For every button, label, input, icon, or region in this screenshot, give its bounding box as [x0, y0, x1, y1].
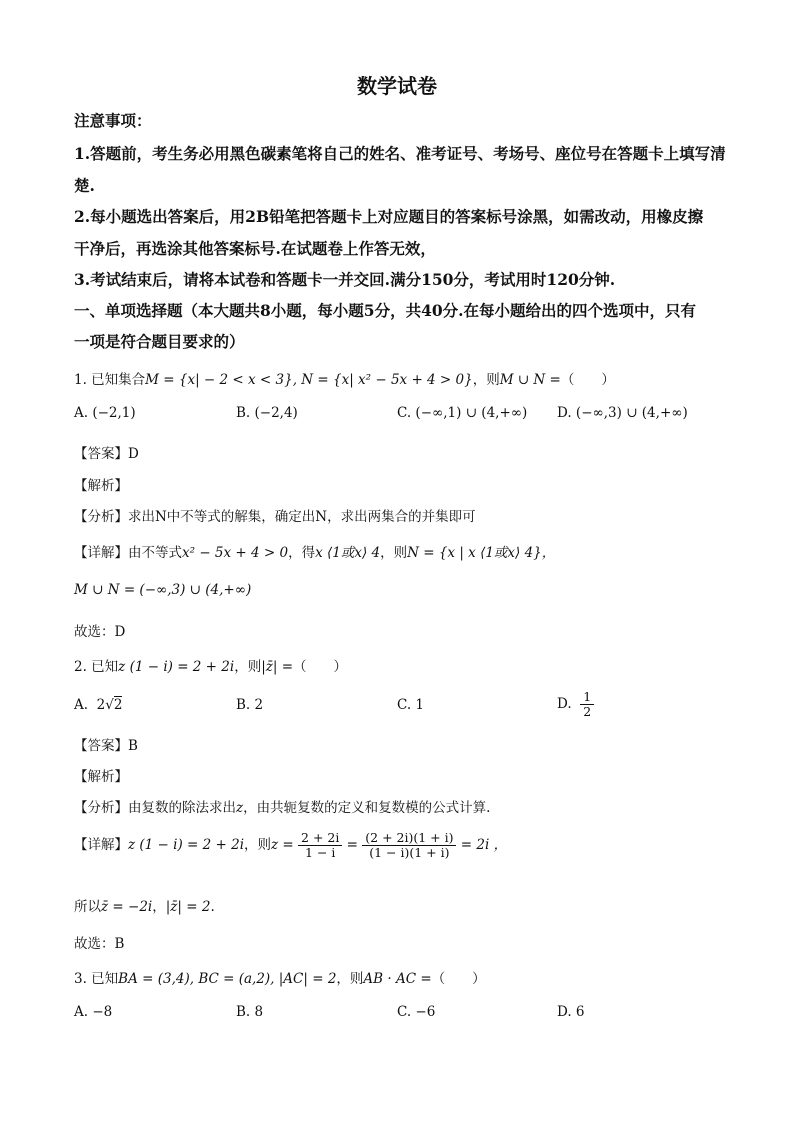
page-title: 数学试卷	[357, 74, 437, 98]
option-b: B. 8	[236, 1004, 264, 1020]
option-a: A. −8	[74, 1004, 113, 1020]
option-b: B. (−2,4)	[236, 405, 298, 421]
fraction: $\frac{(2 + 2i)(1 + i)}{(1 - i)(1 + i)}$	[362, 831, 456, 860]
analysis-tag: 【解析】	[74, 478, 128, 494]
xiangjie-line: 【详解】由不等式x² − 5x + 4 > 0，得x ⟨1或x⟩ 4，则N = {x | x ⟨1或x⟩ 4}，	[74, 545, 556, 561]
answer-line: 【答案】B	[74, 738, 138, 754]
xiangjie-line: 【详解】z (1 − i) = 2 + 2i，则z = $\frac{2 + 2i}{1 - i}$ = $\frac{(2 + 2i)(1 + i)}{(1 - i)(1 + i)}$ = 2i ，	[74, 830, 508, 860]
analysis-tag: 【解析】	[74, 769, 128, 785]
notice-item: 楚.	[74, 176, 95, 195]
union-result: M ∪ N = (−∞,3) ∪ (4,+∞)	[74, 582, 252, 598]
question-2-stem: 2. 已知z (1 − i) = 2 + 2i，则|z̄| =（ ）	[74, 659, 348, 675]
notice-item: 1.答题前，考生务必用黑色碳素笔将自己的姓名、准考证号、考场号、座位号在答题卡上填写清	[74, 144, 726, 163]
option-a: A. (−2,1)	[74, 405, 136, 421]
option-d: D. (−∞,3) ∪ (4,+∞)	[557, 405, 688, 421]
fenxi-line: 【分析】由复数的除法求出z，由共轭复数的定义和复数模的公式计算.	[74, 800, 491, 816]
section-heading: 一、单项选择题（本大题共8小题，每小题5分，共40分.在每小题给出的四个选项中，只有	[74, 301, 697, 320]
option-c: C. −6	[397, 1004, 436, 1020]
section-heading-cont: 一项是符合题目要求的）	[74, 332, 245, 351]
option-c: C. (−∞,1) ∪ (4,+∞)	[397, 405, 528, 421]
option-d: D. 6	[557, 1004, 585, 1020]
conclusion: 故选：D	[74, 624, 126, 640]
question-1-stem: 1. 已知集合M = {x| − 2 < x < 3}, N = {x| x² − 5x + 4 > 0}，则M ∪ N =（ ）	[74, 372, 615, 388]
fraction: $\frac{1}{2}$	[580, 690, 594, 719]
option-b: B. 2	[236, 697, 264, 713]
suoyi-line: 所以z̄ = −2i，|z̄| = 2.	[74, 899, 215, 915]
option-d: D. $\frac{1}{2}$	[557, 690, 594, 719]
sqrt-icon: √	[105, 697, 114, 713]
option-a: A. 2√2	[74, 697, 123, 713]
fenxi-line: 【分析】求出N中不等式的解集，确定出N，求出两集合的并集即可	[74, 509, 476, 525]
notice-item: 2.每小题选出答案后，用2B铅笔把答题卡上对应题目的答案标号涂黑，如需改动，用橡皮擦	[74, 207, 704, 226]
notice-item: 干净后，再选涂其他答案标号.在试题卷上作答无效，	[74, 239, 436, 258]
notice-item: 3.考试结束后，请将本试卷和答题卡一并交回.满分150分，考试用时120分钟.	[74, 270, 616, 289]
conclusion: 故选：B	[74, 936, 125, 952]
fraction: $\frac{2 + 2i}{1 - i}$	[298, 831, 342, 860]
option-c: C. 1	[397, 697, 425, 713]
notice-heading: 注意事项：	[74, 111, 152, 130]
answer-line: 【答案】D	[74, 446, 139, 462]
question-3-stem: 3. 已知BA = (3,4), BC = (a,2), |AC| = 2，则AB · AC =（ ）	[74, 971, 486, 987]
